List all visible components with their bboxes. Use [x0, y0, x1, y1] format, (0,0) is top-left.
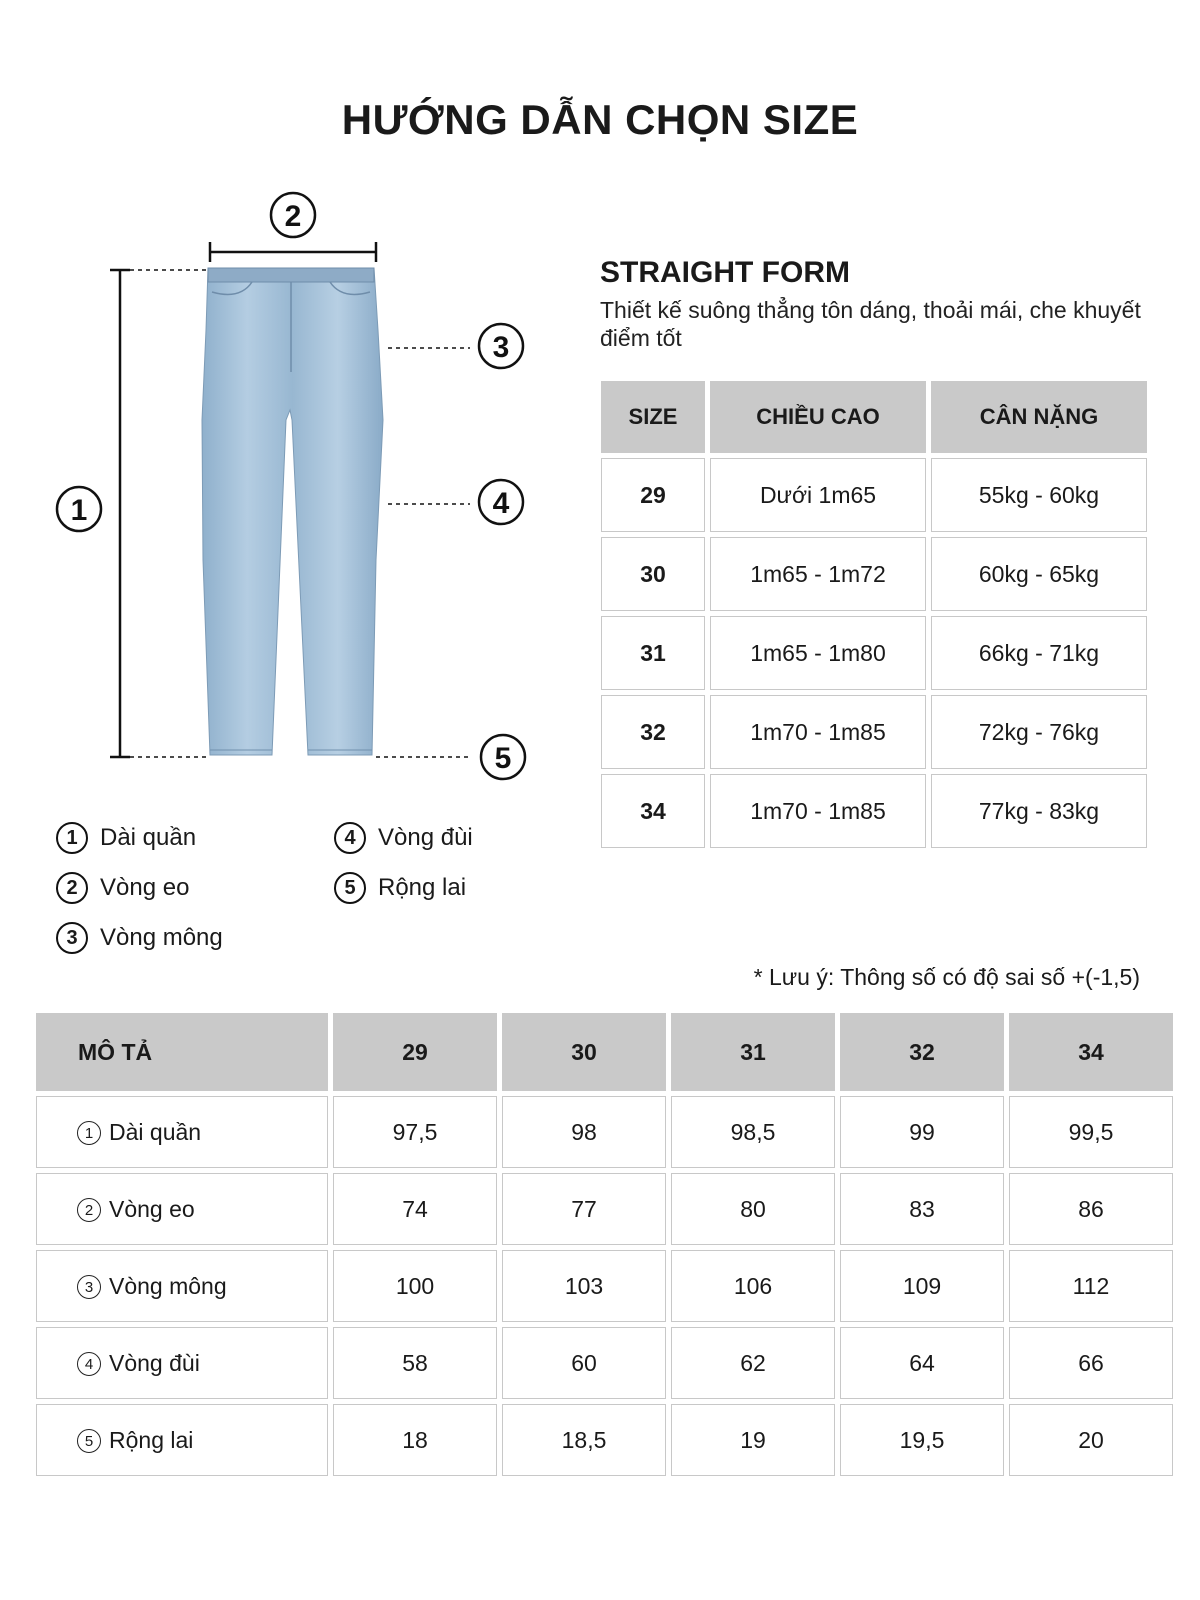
height-cell: 1m70 - 1m85	[710, 695, 926, 769]
table-row	[36, 1250, 1173, 1322]
value-cell: 20	[1009, 1404, 1173, 1476]
weight-cell: 77kg - 83kg	[931, 774, 1147, 848]
legend-label: Vòng đùi	[378, 824, 473, 851]
size-cell: 29	[601, 458, 705, 532]
height-cell: 1m65 - 1m72	[710, 537, 926, 611]
value-cell: 18	[333, 1404, 497, 1476]
value-cell: 60	[502, 1327, 666, 1399]
marker-2	[271, 193, 315, 237]
number-badge: 3	[56, 922, 88, 954]
table-header-row	[601, 381, 1147, 453]
table-row	[601, 537, 1147, 611]
value-cell: 100	[333, 1250, 497, 1322]
size-cell: 32	[601, 695, 705, 769]
number-badge: 2	[77, 1198, 101, 1222]
header-size-30: 30	[502, 1013, 666, 1091]
size-cell: 30	[601, 537, 705, 611]
value-cell: 112	[1009, 1250, 1173, 1322]
row-label-text: Vòng eo	[109, 1195, 195, 1222]
number-badge: 1	[77, 1121, 101, 1145]
number-badge: 5	[77, 1429, 101, 1453]
number-badge: 4	[77, 1352, 101, 1376]
value-cell: 98,5	[671, 1096, 835, 1168]
table-row	[601, 695, 1147, 769]
row-label-text: Vòng mông	[109, 1272, 227, 1299]
legend-item-thigh	[334, 822, 473, 854]
value-cell: 109	[840, 1250, 1004, 1322]
table-header-row	[36, 1013, 1173, 1091]
row-label-text: Rộng lai	[109, 1426, 194, 1453]
table-row	[36, 1404, 1173, 1476]
value-cell: 66	[1009, 1327, 1173, 1399]
value-cell: 74	[333, 1173, 497, 1245]
row-label	[36, 1096, 328, 1168]
value-cell: 99,5	[1009, 1096, 1173, 1168]
table-row	[36, 1096, 1173, 1168]
weight-cell: 66kg - 71kg	[931, 616, 1147, 690]
value-cell: 103	[502, 1250, 666, 1322]
row-label-text: Vòng đùi	[109, 1349, 200, 1376]
number-badge: 2	[56, 872, 88, 904]
table-row	[601, 774, 1147, 848]
header-size: SIZE	[601, 381, 705, 453]
row-label	[36, 1327, 328, 1399]
marker-5	[481, 735, 525, 779]
marker-4	[479, 480, 523, 524]
jeans-diagram	[0, 0, 560, 800]
legend-label: Dài quần	[100, 824, 197, 851]
marker-1	[57, 487, 101, 531]
jeans-illustration	[0, 0, 560, 800]
value-cell: 77	[502, 1173, 666, 1245]
value-cell: 83	[840, 1173, 1004, 1245]
value-cell: 106	[671, 1250, 835, 1322]
height-cell: Dưới 1m65	[710, 458, 926, 532]
table-row	[36, 1327, 1173, 1399]
value-cell: 19	[671, 1404, 835, 1476]
measurement-spec-table	[31, 1008, 1178, 1481]
row-label-text: Dài quần	[109, 1118, 202, 1145]
header-size-32: 32	[840, 1013, 1004, 1091]
value-cell: 58	[333, 1327, 497, 1399]
size-cell: 34	[601, 774, 705, 848]
size-recommendation-table	[596, 376, 1152, 853]
header-height: CHIỀU CAO	[710, 381, 926, 453]
header-size-34: 34	[1009, 1013, 1173, 1091]
header-description: MÔ TẢ	[36, 1013, 328, 1091]
svg-text:1: 1	[70, 494, 88, 527]
value-cell: 97,5	[333, 1096, 497, 1168]
weight-cell: 60kg - 65kg	[931, 537, 1147, 611]
height-cell: 1m65 - 1m80	[710, 616, 926, 690]
value-cell: 62	[671, 1327, 835, 1399]
legend-label: Vòng eo	[100, 874, 190, 901]
legend-label: Rộng lai	[378, 874, 467, 901]
form-title: STRAIGHT FORM	[600, 256, 850, 289]
weight-cell: 72kg - 76kg	[931, 695, 1147, 769]
number-badge: 4	[334, 822, 366, 854]
header-size-29: 29	[333, 1013, 497, 1091]
table-row	[36, 1173, 1173, 1245]
svg-text:2: 2	[284, 200, 302, 233]
value-cell: 99	[840, 1096, 1004, 1168]
value-cell: 64	[840, 1327, 1004, 1399]
value-cell: 98	[502, 1096, 666, 1168]
marker-3	[479, 324, 523, 368]
legend-label: Vòng mông	[100, 924, 223, 951]
number-badge: 3	[77, 1275, 101, 1299]
size-cell: 31	[601, 616, 705, 690]
svg-text:3: 3	[492, 331, 510, 364]
svg-text:4: 4	[492, 487, 510, 520]
measurement-legend	[56, 822, 536, 972]
row-label	[36, 1250, 328, 1322]
header-weight: CÂN NẶNG	[931, 381, 1147, 453]
height-cell: 1m70 - 1m85	[710, 774, 926, 848]
page-title: HƯỚNG DẪN CHỌN SIZE	[341, 96, 859, 143]
table-row	[601, 458, 1147, 532]
svg-text:5: 5	[494, 742, 512, 775]
value-cell: 19,5	[840, 1404, 1004, 1476]
table-row	[601, 616, 1147, 690]
jeans-image	[202, 268, 383, 755]
form-description: Thiết kế suông thẳng tôn dáng, thoải mái, che khuyết điểm tốt	[600, 297, 1141, 351]
number-badge: 5	[334, 872, 366, 904]
number-badge: 1	[56, 822, 88, 854]
legend-item-hip	[56, 922, 223, 954]
value-cell: 86	[1009, 1173, 1173, 1245]
row-label	[36, 1404, 328, 1476]
legend-item-length	[56, 822, 196, 854]
header-size-31: 31	[671, 1013, 835, 1091]
row-label	[36, 1173, 328, 1245]
weight-cell: 55kg - 60kg	[931, 458, 1147, 532]
value-cell: 80	[671, 1173, 835, 1245]
legend-item-hem	[334, 872, 466, 904]
value-cell: 18,5	[502, 1404, 666, 1476]
legend-item-waist	[56, 872, 189, 904]
tolerance-note: * Lưu ý: Thông số có độ sai số +(-1,5)	[753, 964, 1140, 990]
